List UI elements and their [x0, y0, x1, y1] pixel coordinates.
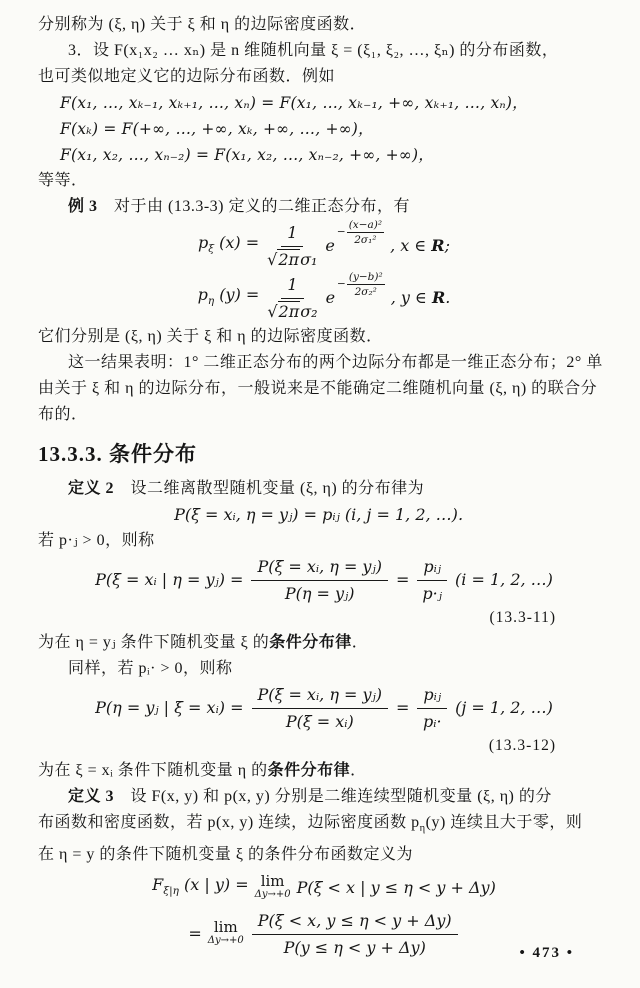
- item3-line2: 也可类似地定义它的边际分布函数．例如: [38, 68, 336, 85]
- etc-line: 等等．: [38, 172, 88, 189]
- conditional-law-eq-11: [38, 554, 610, 606]
- conditional-df-definition: [38, 868, 610, 908]
- conditional-law-xi-given: 为在 ξ = xᵢ 条件下随机变量 η 的条件分布律．: [38, 762, 367, 779]
- peta-exponential: [325, 270, 385, 312]
- example3-text: 对于由 (13.3-3) 定义的二维正态分布，有: [97, 198, 411, 215]
- marginal-df-eq3: F(x₁, x₂, …, xₙ₋₂) = F(x₁, x₂, …, xₙ₋₂, +∞, +∞)，: [60, 146, 434, 164]
- eq12-p-fraction: $\frac{\text{pᵢⱼ}}{\text{pᵢ·}}$: [417, 684, 447, 733]
- radicand: 2π: [278, 249, 300, 269]
- definition3-line3: 在 η = y 的条件下随机变量 ξ 的条件分布函数定义为: [38, 846, 414, 864]
- peta-numerator: 1: [281, 274, 303, 299]
- radicand: 2π: [278, 301, 300, 321]
- marginal-df-eq1: F(x₁, …, xₖ₋₁, xₖ₊₁, …, xₙ) = F(x₁, …, xₖ₋₁, +∞, xₖ₊₁, …, xₙ)，: [60, 94, 528, 112]
- e-base: e: [325, 236, 335, 255]
- eq12-equals: =: [396, 698, 410, 717]
- peta-exponent: − $\frac{\text{(y−b)²}}{\text{2σ₂²}}$: [337, 270, 383, 298]
- eq14-equals: =: [188, 924, 202, 944]
- pxi-lhs: $p_\xi$ (x) =: [198, 232, 260, 256]
- Fcond-subscript: ξ|η: [163, 885, 179, 898]
- limit-subscript: Δy→+0: [254, 889, 291, 901]
- limit-subscript: Δy→+0: [207, 935, 244, 947]
- eq11-equals: =: [395, 570, 410, 589]
- eq12-lhs: P(η = yⱼ | ξ = xᵢ) =: [95, 698, 244, 717]
- conditional-law-eq-12: [38, 682, 610, 734]
- example3-line: [38, 194, 610, 220]
- peta-subscript: η: [207, 295, 215, 308]
- pxi-numerator: 1: [281, 222, 303, 247]
- definition3-line2: 布函数和密度函数，若 p(x, y) 连续，边际密度函数 $p_\eta(y)$ 连续且大于零，则: [38, 814, 583, 835]
- pxi-exponential: [325, 218, 384, 260]
- density-formula-eta: [38, 272, 610, 324]
- result-remark-line3: 布的．: [38, 406, 88, 423]
- eq14-fraction: $\frac{P(\xi < x, y \le \eta < y + \Delta y)}{P(y \le \eta < y + \Delta y)}$: [252, 910, 458, 959]
- term-conditional-law: 条件分布律: [269, 634, 352, 651]
- density-formula-xi: [38, 220, 610, 272]
- pxi-domain: , x ∈ R;: [390, 236, 450, 255]
- result-remark-line1: 这一结果表明：1° 二维正态分布的两个边际分布都是一维正态分布；2° 单: [68, 354, 603, 371]
- definition3-label: 定义 3: [68, 788, 115, 805]
- term-conditional-law: 条件分布律: [267, 762, 351, 779]
- pxi-fraction: [267, 222, 317, 271]
- result-remark-line2: 由关于 ξ 和 η 的边际分布，一般说来是不能确定二维随机向量 (ξ, η) 的联合分: [38, 380, 598, 397]
- similarly-if-pidot-positive: 同样，若 pᵢ· > 0，则称: [68, 660, 233, 677]
- eq11-index-range: (i = 1, 2, …): [455, 570, 553, 589]
- if-pdotj-positive: 若 p·ⱼ > 0，则称: [38, 532, 155, 549]
- e-base: e: [325, 288, 336, 307]
- marginal-df-eq2: F(xₖ) = F(+∞, …, +∞, xₖ, +∞, …, +∞)，: [60, 120, 374, 138]
- definition3-text: 设 F(x, y) 和 p(x, y) 分别是二维连续型随机变量 (ξ, η) 的分: [114, 788, 552, 805]
- example3-label: 例 3: [68, 198, 98, 215]
- eq11-prob-fraction: $\frac{\text{P(ξ = xᵢ, η = yⱼ)}}{\text{P(η = yⱼ)}}$: [251, 556, 387, 605]
- joint-law-equation: P(ξ = xᵢ, η = yⱼ) = pᵢⱼ (i, j = 1, 2, …)．: [174, 505, 474, 524]
- peta-lhs: $p_\eta$ (y) =: [197, 284, 260, 308]
- peta-denominator: √2πσ₂: [267, 301, 318, 321]
- eq12-index-range: (j = 1, 2, …): [455, 698, 553, 717]
- pxi-denominator: √2πσ₁: [267, 249, 318, 269]
- item3-line1: 3．设 F(x₁x₂ … xₙ) 是 n 维随机向量 ξ = (ξ₁, ξ₂, …, ξₙ) 的分布函数，: [68, 42, 559, 59]
- pxi-subscript: ξ: [208, 243, 215, 256]
- peta-fraction: [267, 274, 317, 323]
- equation-number-13-3-12: (13.3-12): [488, 737, 556, 754]
- definition2-text: 设二维离散型随机变量 (ξ, η) 的分布律为: [114, 480, 425, 497]
- p-eta-subscript: η: [419, 823, 426, 835]
- definition2-label: 定义 2: [68, 480, 115, 497]
- reals-symbol: R: [431, 288, 446, 307]
- page-number: • 473 •: [519, 945, 574, 961]
- peta-domain: , y ∈ R.: [390, 288, 451, 307]
- equation-number-13-3-11: (13.3-11): [489, 609, 556, 626]
- conditional-law-eta-given: 为在 η = yⱼ 条件下随机变量 ξ 的条件分布律．: [38, 634, 369, 651]
- definition2-line: [38, 476, 610, 502]
- definition3-line1: [38, 784, 610, 810]
- para-marginal-density-end: 分别称为 (ξ, η) 关于 ξ 和 η 的边际密度函数．: [38, 16, 367, 33]
- limit-operator: lim Δy→+0: [254, 872, 291, 901]
- limit-operator: lim Δy→+0: [207, 918, 244, 947]
- pxi-exponent: − $\frac{\text{(x−a)²}}{\text{2σ₁²}}$: [336, 218, 383, 246]
- Fcond-probability: P(ξ < x | y ≤ η < y + Δy): [296, 878, 496, 898]
- section-heading-13-3-3: 13.3.3. 条件分布: [38, 442, 197, 466]
- para-they-are-marginal: 它们分别是 (ξ, η) 关于 ξ 和 η 的边际密度函数．: [38, 328, 383, 345]
- reals-symbol: R: [431, 236, 445, 255]
- eq11-p-fraction: $\frac{\text{pᵢⱼ}}{\text{p·ⱼ}}$: [417, 556, 447, 605]
- eq12-prob-fraction: $\frac{\text{P(ξ = xᵢ, η = yⱼ)}}{\text{P(ξ = xᵢ)}}$: [252, 684, 388, 733]
- Fcond-lhs: $F_{\xi|\eta}$ (x | y) =: [152, 875, 249, 898]
- eq11-lhs: P(ξ = xᵢ | η = yⱼ) =: [95, 570, 244, 589]
